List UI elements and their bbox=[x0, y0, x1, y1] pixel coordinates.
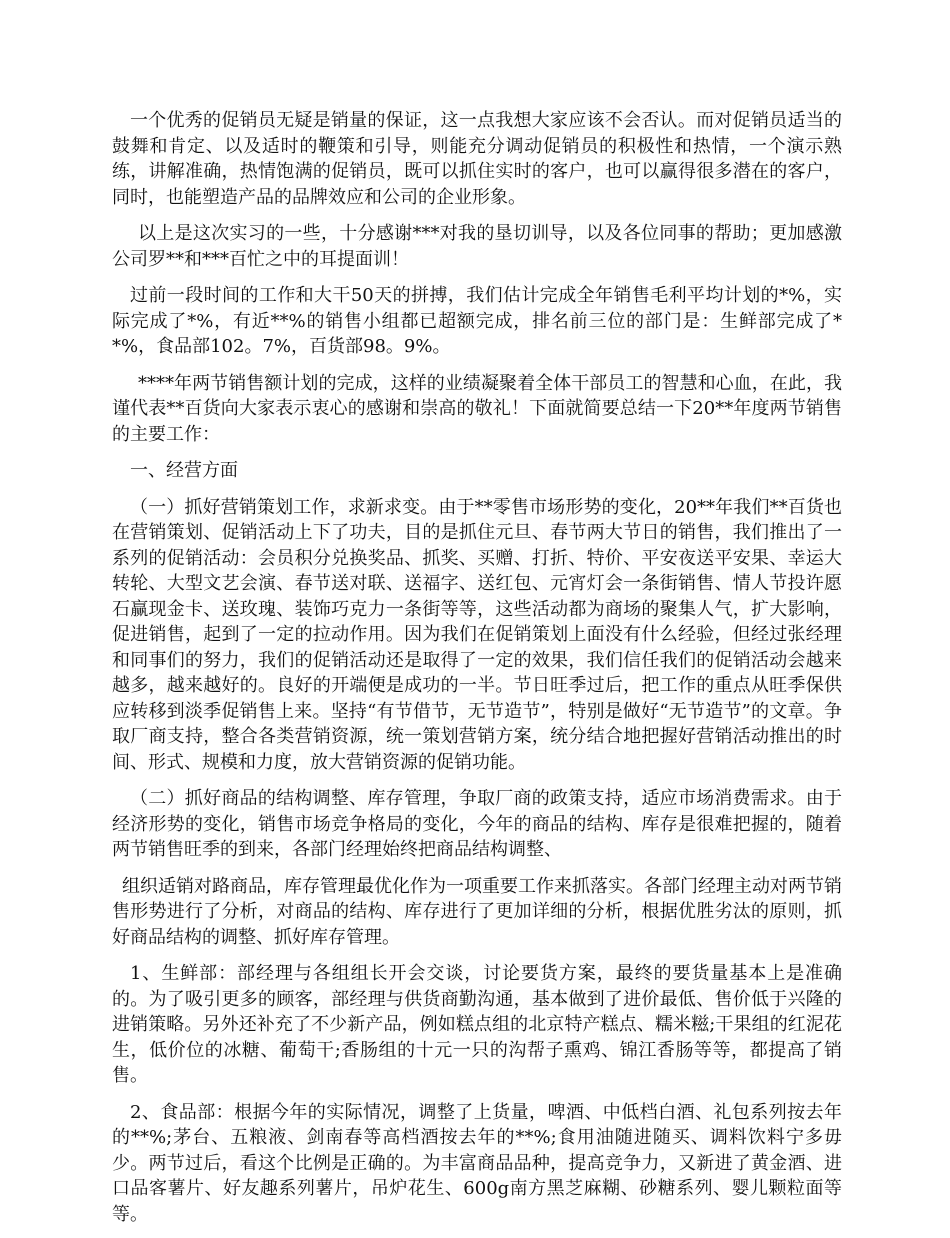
paragraph-fresh-department: 1、生鲜部：部经理与各组组长开会交谈，讨论要货方案，最终的要货量基本上是准确的。为了吸引更多的顾客，部经理与供货商勤沟通，基本做到了进价最低、售价低于兴隆的进销策略。另外还补充了不少新产品，例如糕点组的北京特产糕点、糯米糍;干果组的红泥花生，低价位的冰糖、葡萄干;香肠组的十元一只的沟帮子熏鸡、锦江香肠等等，都提高了销售。 bbox=[112, 963, 842, 1086]
paragraph-inventory-management: 组织适销对路商品，库存管理最优化作为一项重要工作来抓落实。各部门经理主动对两节销售形势进行了分析，对商品的结构、库存进行了更加详细的分析，根据优胜劣汰的原则，抓好商品结构的调整、抓好库存管理。 bbox=[112, 875, 842, 948]
paragraph-structure-adjustment: （二）抓好商品的结构调整、库存管理，争取厂商的政策支持，适应市场消费需求。由于经济形势的变化，销售市场竞争格局的变化，今年的商品的结构、库存是很难把握的，随着两节销售旺季的到来，各部门经理始终把商品结构调整、 bbox=[112, 788, 842, 860]
paragraph-internship-thanks: 以上是这次实习的一些，十分感谢***对我的垦切训导，以及各位同事的帮助；更加感激公司罗**和***百忙之中的耳提面训！ bbox=[112, 223, 842, 270]
section-heading-operations: 一、经营方面 bbox=[130, 460, 238, 481]
paragraph-marketing-planning: （一）抓好营销策划工作，求新求变。由于**零售市场形势的变化，20**年我们**百货也在营销策划、促销活动上下了功夫，目的是抓住元旦、春节两大节日的销售，我们推出了一系列的促销活动：会员积分兑换奖品、抓奖、买赠、打折、特价、平安夜送平安果、幸运大转轮、大型文艺会演、春节送对联、送福字、送红包、元宵灯会一条街销售、情人节投许愿石赢现金卡、送玫瑰、装饰巧克力一条街等等，这些活动都为商场的聚集人气，扩大影响，促进销售，起到了一定的拉动作用。因为我们在促销策划上面没有什么经验，但经过张经理和同事们的努力，我们的促销活动还是取得了一定的效果，我们信任我们的促销活动会越来越多，越来越好的。良好的开端便是成功的一半。节日旺季过后，把工作的重点从旺季保供应转移到淡季促销售上来。坚持“有节借节，无节造节”，特别是做好“无节造节”的文章。争取厂商支持，整合各类营销资源，统一策划营销方案，统分结合地把握好营销活动推出的时间、形式、规模和力度，放大营销资源的促销功能。 bbox=[112, 496, 842, 773]
paragraph-sales-results: 过前一段时间的工作和大干50天的拼搏，我们估计完成全年销售毛利平均计划的*%，实际完成了*%，有近**%的销售小组都已超额完成，排名前三位的部门是：生鲜部完成了**%，食品部102。7%，百货部98。9%。 bbox=[112, 285, 842, 357]
paragraph-holiday-thanks: ****年两节销售额计划的完成，这样的业绩凝聚着全体干部员工的智慧和心血，在此，我谨代表**百货向大家表示衷心的感谢和崇高的敬礼！下面就简要总结一下20**年度两节销售的主要工作： bbox=[112, 372, 842, 445]
document-page bbox=[112, 108, 842, 1238]
paragraph-promoter-value: 一个优秀的促销员无疑是销量的保证，这一点我想大家应该不会否认。而对促销员适当的鼓舞和肯定、以及适时的鞭策和引导，则能充分调动促销员的积极性和热情，一个演示熟练，讲解准确，热情饱满的促销员，既可以抓住实时的客户，也可以赢得很多潜在的客户，同时，也能塑造产品的品牌效应和公司的企业形象。 bbox=[112, 110, 842, 208]
paragraph-food-department: 2、食品部：根据今年的实际情况，调整了上货量，啤酒、中低档白酒、礼包系列按去年的**%;茅台、五粮液、剑南春等高档酒按去年的**%;食用油随进随买、调料饮料宁多毋少。两节过后，看这个比例是正确的。为丰富商品品种，提高竞争力，又新进了黄金酒、进口品客薯片、好友趣系列薯片，吊炉花生、600g南方黑芝麻糊、砂糖系列、婴儿颗粒面等等。 bbox=[112, 1101, 842, 1225]
